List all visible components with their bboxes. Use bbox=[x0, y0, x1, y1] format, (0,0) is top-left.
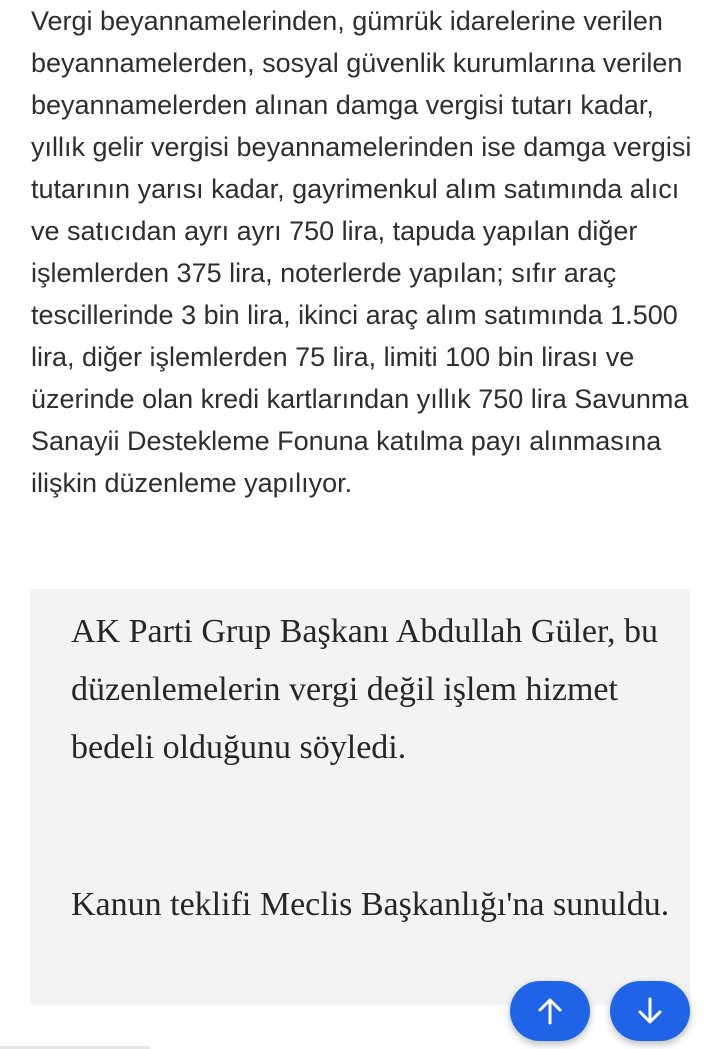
scroll-down-button[interactable] bbox=[610, 981, 690, 1041]
article-paragraph: Vergi beyannamelerinden, gümrük idarelerine verilen beyannamelerden, sosyal güvenlik kurumlarına verilen beyannamelerden alınan damga vergisi tutarı kadar, yıllık gelir vergisi beyannamelerinden ise damga vergisi tutarının yarısı kadar, gayrimenkul alım satımında alıcı ve satıcıdan ayrı ayrı 750 lira, tapuda yapılan diğer işlemlerden 375 lira, noterlerde yapılan; sıfır araç tescillerinde 3 bin lira, ikinci araç alım satımında 1.500 lira, diğer işlemlerden 75 lira, limiti 100 bin lirası ve üzerinde olan kredi kartlarından yıllık 750 lira Savunma Sanayii Destekleme Fonuna katılma payı alınmasına ilişkin düzenleme yapılıyor. bbox=[31, 6, 692, 498]
arrow-up-icon bbox=[537, 997, 563, 1025]
arrow-down-icon bbox=[637, 997, 663, 1025]
scroll-up-button[interactable] bbox=[510, 981, 590, 1041]
quote-box bbox=[30, 589, 690, 1005]
quote-paragraph-2: Kanun teklifi Meclis Başkanlığı'na sunuldu. bbox=[71, 886, 670, 923]
quote-paragraph-1: AK Parti Grup Başkanı Abdullah Güler, bu düzenlemelerin vergi değil işlem hizmet bedeli olduğunu söyledi. bbox=[71, 613, 658, 766]
